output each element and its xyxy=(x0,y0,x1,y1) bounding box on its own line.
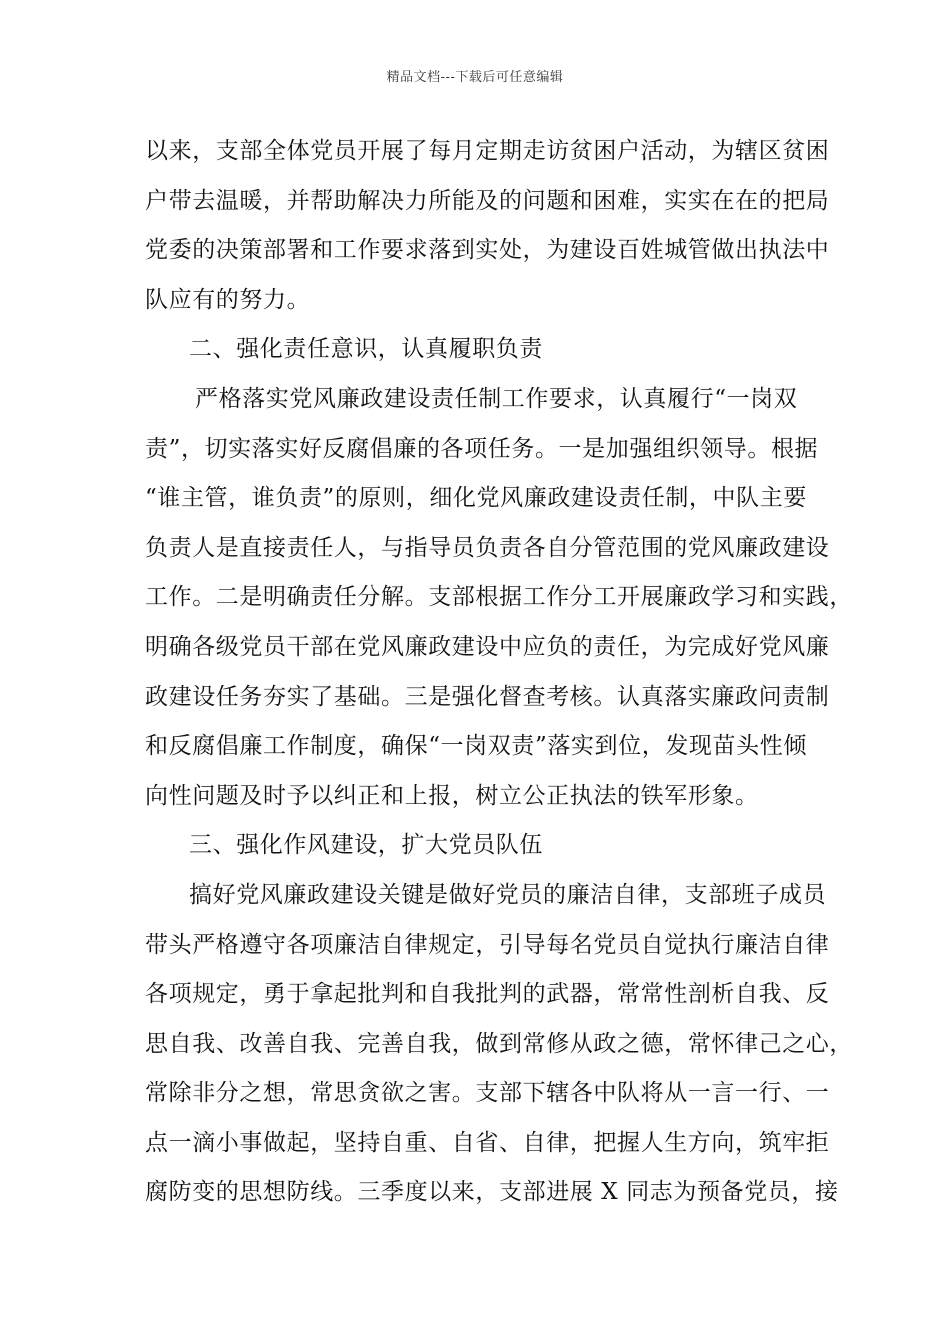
text-line: 负责人是直接责任人，与指导员负责各自分管范围的党风廉政建设 xyxy=(145,534,830,561)
text-line: 常除非分之想，常思贪欲之害。支部下辖各中队将从一言一行、一 xyxy=(145,1080,830,1107)
text-line: 向性问题及时予以纠正和上报，树立公正执法的铁军形象。 xyxy=(145,782,759,809)
paragraph-first-line: 搞好党风廉政建设关键是做好党员的廉洁自律，支部班子成员 xyxy=(189,881,827,908)
document-body xyxy=(145,133,853,1224)
text-line: 责”，切实落实好反腐倡廉的各项任务。一是加强组织领导。根据 xyxy=(145,435,819,462)
text-line: 政建设任务夯实了基础。三是强化督查考核。认真落实廉政问责制 xyxy=(145,683,830,710)
text-line: 和反腐倡廉工作制度，确保“一岗双责”落实到位，发现苗头性倾 xyxy=(145,733,807,760)
text-line: 队应有的努力。 xyxy=(145,286,311,313)
paragraph-first-line: 严格落实党风廉政建设责任制工作要求，认真履行“一岗双 xyxy=(195,385,798,412)
section-heading: 三、强化作风建设，扩大党员队伍 xyxy=(189,832,543,859)
text-line: 带头严格遵守各项廉洁自律规定，引导每名党员自觉执行廉洁自律 xyxy=(145,931,830,958)
text-line: 工作。二是明确责任分解。支部根据工作分工开展廉政学习和实践， xyxy=(145,584,853,611)
text-line: 点一滴小事做起，坚持自重、自省、自律，把握人生方向，筑牢拒 xyxy=(145,1129,830,1156)
text-line: 思自我、改善自我、完善自我，做到常修从政之德，常怀律己之心， xyxy=(145,1030,853,1057)
text-line: 腐防变的思想防线。三季度以来，支部进展 X 同志为预备党员，接 xyxy=(145,1179,839,1206)
section-heading: 二、强化责任意识，认真履职负责 xyxy=(189,336,543,363)
text-line: 户带去温暖，并帮助解决力所能及的问题和困难，实实在在的把局 xyxy=(145,187,830,214)
text-line: 党委的决策部署和工作要求落到实处，为建设百姓城管做出执法中 xyxy=(145,237,830,264)
text-line: “谁主管，谁负责”的原则，细化党风廉政建设责任制，中队主要 xyxy=(145,485,807,512)
text-line: 以来，支部全体党员开展了每月定期走访贫困户活动，为辖区贫困 xyxy=(145,138,830,164)
text-line: 各项规定，勇于拿起批判和自我批判的武器，常常性剖析自我、反 xyxy=(145,981,830,1008)
page-header-watermark: 精品文档---下载后可任意编辑 xyxy=(386,70,564,85)
text-line: 明确各级党员干部在党风廉政建设中应负的责任，为完成好党风廉 xyxy=(145,633,830,660)
